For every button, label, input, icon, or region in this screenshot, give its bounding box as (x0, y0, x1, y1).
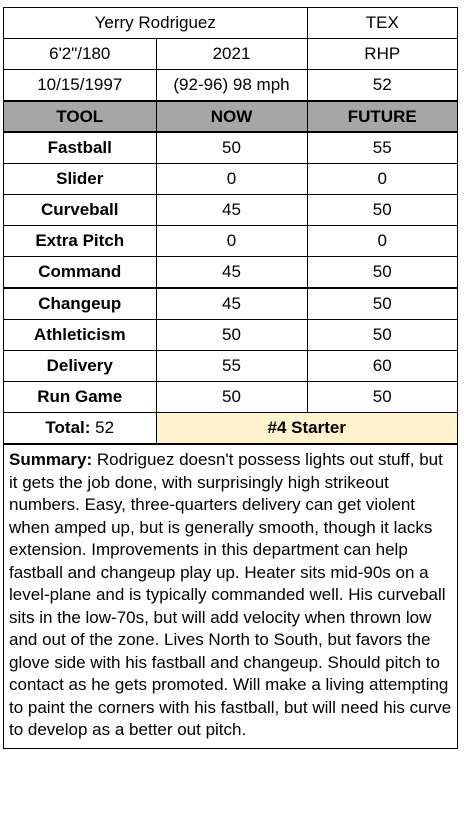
grade-row-curveball (4, 195, 457, 226)
now-grade: 50 (156, 320, 307, 351)
now-grade: 50 (156, 132, 307, 164)
now-grade: 50 (156, 382, 307, 413)
dob-cell: 10/15/1997 (4, 70, 156, 102)
total-value: 52 (95, 418, 115, 437)
future-grade: 50 (307, 382, 457, 413)
header-now: NOW (156, 101, 307, 132)
now-grade: 45 (156, 257, 307, 289)
scouting-card (3, 7, 458, 749)
tool-name: Delivery (4, 351, 156, 382)
position-cell: RHP (307, 39, 457, 70)
tool-name: Extra Pitch (4, 226, 156, 257)
tool-name: Curveball (4, 195, 156, 226)
grade-row-fastball (4, 132, 457, 164)
info-row-2 (4, 39, 457, 70)
velocity-cell: (92-96) 98 mph (156, 70, 307, 102)
total-row (4, 413, 457, 444)
scouting-table (4, 8, 457, 444)
tool-name: Command (4, 257, 156, 289)
info-row-3 (4, 70, 457, 102)
header-future: FUTURE (307, 101, 457, 132)
summary-text: Rodriguez doesn't possess lights out stuff, but it gets the job done, with surprisingly high strikeout numbers. Easy, three-quarters delivery can get violent when amped up, but is generally smooth, though it lacks extension. Improvements in this department can help fastball and changeup play up. Heater sits mid-90s on a level-plane and is typically commanded well. His curveball sits in the low-70s, but will add velocity when thrown low and out of the zone. Lives North to South, but favors the glove side with his fastball and changeup. Should pitch to contact as he gets promoted. Will make a living attempting to paint the corners with his fastball, but will need his curve to develop as a better out pitch. (9, 450, 452, 739)
future-grade: 50 (307, 257, 457, 289)
projection-cell: #4 Starter (156, 413, 457, 444)
grade-row-delivery (4, 351, 457, 382)
player-name: Yerry Rodriguez (4, 8, 307, 39)
grade-row-changeup (4, 288, 457, 320)
total-label: Total: (45, 418, 91, 437)
grade-row-slider (4, 164, 457, 195)
future-grade: 60 (307, 351, 457, 382)
height-weight-cell: 6'2"/180 (4, 39, 156, 70)
now-grade: 0 (156, 226, 307, 257)
future-grade: 50 (307, 320, 457, 351)
tool-name: Run Game (4, 382, 156, 413)
now-grade: 55 (156, 351, 307, 382)
now-grade: 45 (156, 288, 307, 320)
info-row-1 (4, 8, 457, 39)
grade-row-command (4, 257, 457, 289)
grade-row-athleticism (4, 320, 457, 351)
future-grade: 50 (307, 195, 457, 226)
grade-row-run-game (4, 382, 457, 413)
future-grade: 0 (307, 226, 457, 257)
future-grade: 0 (307, 164, 457, 195)
number-cell: 52 (307, 70, 457, 102)
summary-label: Summary: (9, 450, 93, 469)
total-cell (4, 413, 156, 444)
year-cell: 2021 (156, 39, 307, 70)
team-cell: TEX (307, 8, 457, 39)
tool-name: Changeup (4, 288, 156, 320)
future-grade: 55 (307, 132, 457, 164)
now-grade: 45 (156, 195, 307, 226)
tool-name: Fastball (4, 132, 156, 164)
grade-row-extra-pitch (4, 226, 457, 257)
tool-name: Slider (4, 164, 156, 195)
now-grade: 0 (156, 164, 307, 195)
grades-header-row (4, 101, 457, 132)
tool-name: Athleticism (4, 320, 156, 351)
header-tool: TOOL (4, 101, 156, 132)
summary-block (4, 444, 457, 748)
future-grade: 50 (307, 288, 457, 320)
